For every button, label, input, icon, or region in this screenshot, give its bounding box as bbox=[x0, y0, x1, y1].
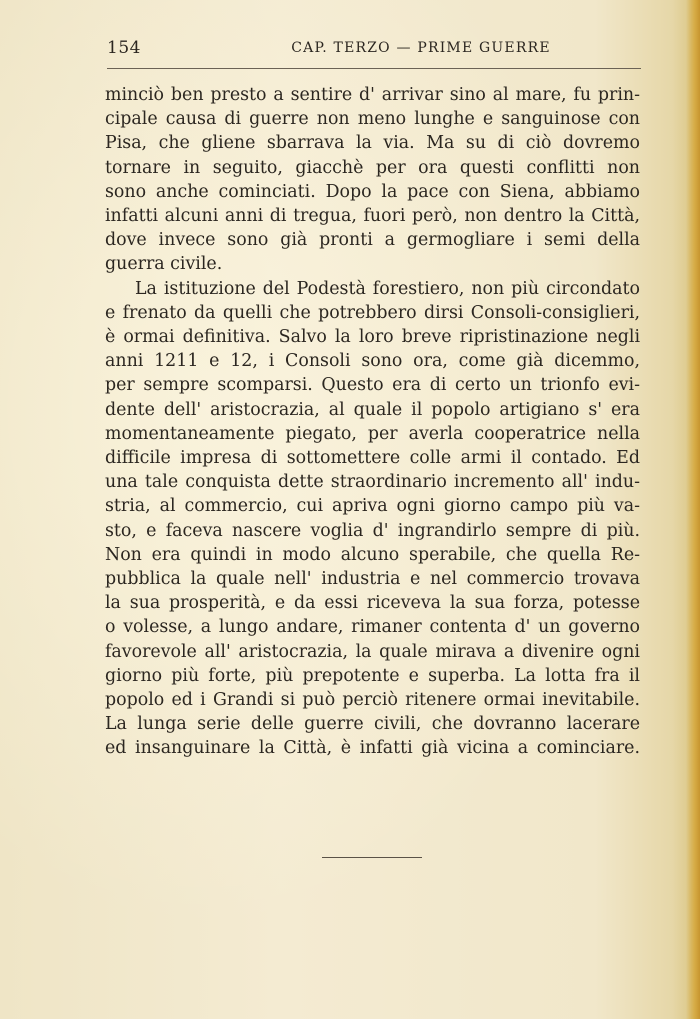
page-edge bbox=[686, 0, 700, 1019]
page-header bbox=[107, 38, 641, 64]
text-line: dove invece sono già pronti a germogliare i semi della bbox=[105, 230, 640, 251]
paragraph-2 bbox=[105, 277, 640, 761]
text-line: popolo ed i Grandi si può perciò ritenere ormai inevitabile. bbox=[105, 690, 640, 711]
text-line: anni 1211 e 12, i Consoli sono ora, come già dicemmo, bbox=[105, 351, 640, 372]
paragraph-1 bbox=[105, 83, 640, 277]
text-line: dente dell' aristocrazia, al quale il popolo artigiano s' era bbox=[105, 399, 640, 420]
text-line: o volesse, a lungo andare, rimaner contenta d' un governo bbox=[105, 617, 640, 638]
text-line: la sua prosperità, e da essi riceveva la sua forza, potesse bbox=[105, 593, 640, 614]
body-text bbox=[105, 83, 640, 761]
running-head: CAP. TERZO — PRIME GUERRE bbox=[291, 40, 551, 56]
text-line: tornare in seguito, giacchè per ora questi conflitti non bbox=[105, 157, 640, 178]
text-line: La lunga serie delle guerre civili, che dovranno lacerare bbox=[105, 714, 640, 735]
header-rule bbox=[107, 68, 641, 69]
text-line: cipale causa di guerre non meno lunghe e sanguinose con bbox=[105, 109, 640, 130]
text-line: e frenato da quelli che potrebbero dirsi Consoli-consiglieri, bbox=[105, 302, 640, 323]
text-line: ed insanguinare la Città, è infatti già vicina a cominciare. bbox=[105, 738, 640, 759]
page-number: 154 bbox=[107, 38, 141, 58]
text-line: stria, al commercio, cui apriva ogni giorno campo più va- bbox=[105, 496, 640, 517]
text-line: infatti alcuni anni di tregua, fuori però, non dentro la Città, bbox=[105, 206, 640, 227]
end-rule bbox=[322, 857, 422, 858]
text-line: Non era quindi in modo alcuno sperabile, che quella Re- bbox=[105, 544, 640, 565]
text-line: guerra civile. bbox=[105, 254, 223, 275]
text-line: momentaneamente piegato, per averla cooperatrice nella bbox=[105, 423, 640, 444]
text-line: pubblica la quale nell' industria e nel commercio trovava bbox=[105, 569, 640, 590]
text-line: favorevole all' aristocrazia, la quale mirava a divenire ogni bbox=[105, 641, 640, 662]
text-line: una tale conquista dette straordinario incremento all' indu- bbox=[105, 472, 640, 493]
text-line: sono anche cominciati. Dopo la pace con Siena, abbiamo bbox=[105, 181, 640, 202]
text-line: La istituzione del Podestà forestiero, non più circondato bbox=[135, 278, 640, 299]
text-line: per sempre scomparsi. Questo era di certo un trionfo evi- bbox=[105, 375, 640, 396]
text-line: Pisa, che gliene sbarrava la via. Ma su di ciò dovremo bbox=[105, 133, 640, 154]
text-line: giorno più forte, più prepotente e superba. La lotta fra il bbox=[105, 665, 640, 686]
text-line: minciò ben presto a sentire d' arrivar sino al mare, fu prin- bbox=[105, 85, 640, 105]
text-line: sto, e faceva nascere voglia d' ingrandirlo sempre di più. bbox=[105, 520, 640, 541]
text-line: difficile impresa di sottomettere colle armi il contado. Ed bbox=[105, 448, 640, 469]
text-line: è ormai definitiva. Salvo la loro breve ripristinazione negli bbox=[105, 327, 640, 348]
